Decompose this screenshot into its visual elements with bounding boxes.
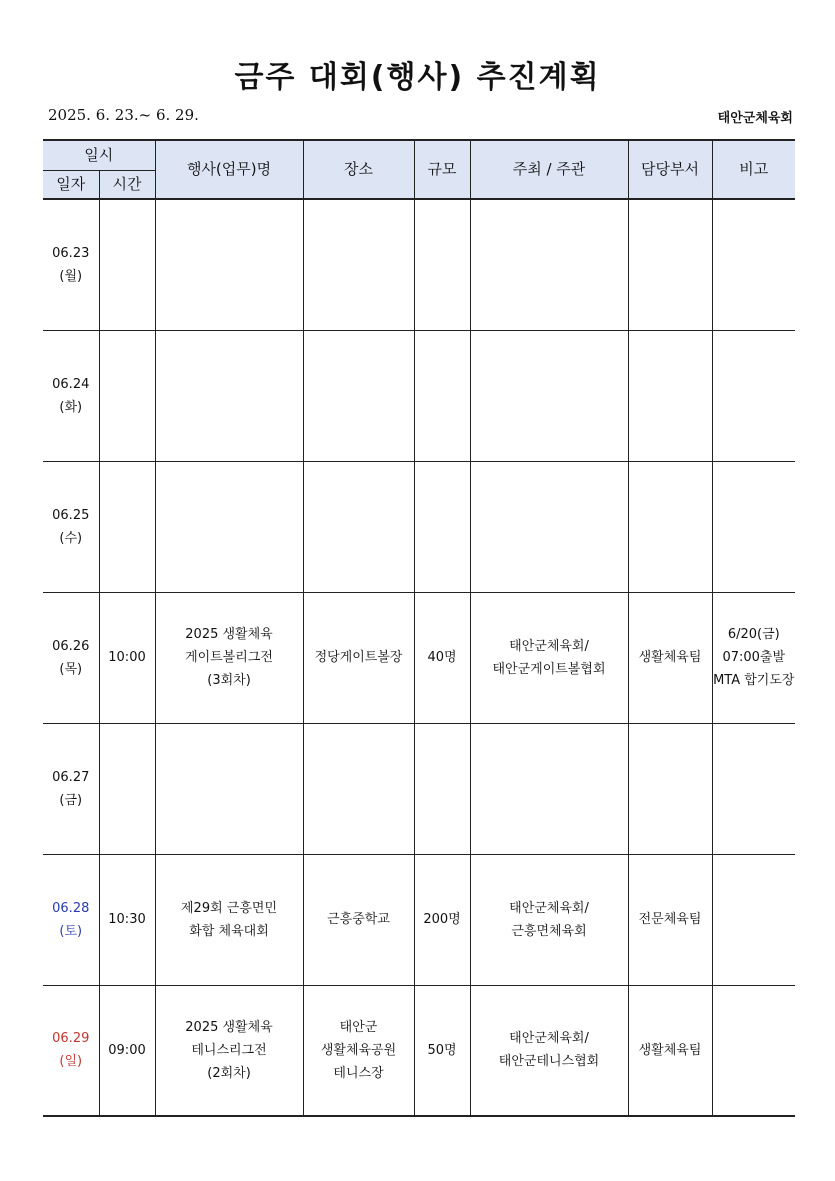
table-row xyxy=(43,461,795,592)
dept-cell xyxy=(628,330,712,461)
table-row xyxy=(43,854,795,985)
cell-line: 근흥면체육회 xyxy=(511,923,587,939)
organization-name: 태안군체육회 xyxy=(717,111,793,126)
time-cell xyxy=(99,461,155,592)
time-cell xyxy=(99,330,155,461)
cell-line: 태안군게이트볼협회 xyxy=(492,661,606,677)
event-cell xyxy=(155,723,303,854)
cell-line: MTA 합기도장 xyxy=(713,673,795,688)
place-cell xyxy=(303,461,414,592)
event-cell xyxy=(155,199,303,330)
host-cell xyxy=(470,330,628,461)
date-cell xyxy=(43,854,99,985)
day-of-week: (일) xyxy=(59,1054,83,1070)
date-cell xyxy=(43,723,99,854)
header-time: 시간 xyxy=(99,170,155,199)
dept-cell: 생활체육팀 xyxy=(628,985,712,1116)
date-value: 06.25 xyxy=(52,507,90,523)
scale-cell xyxy=(414,723,470,854)
cell-line: (2회차) xyxy=(207,1065,251,1081)
day-of-week: (목) xyxy=(59,661,83,677)
date-cell xyxy=(43,199,99,330)
cell-line: 태안군체육회/ xyxy=(509,638,589,654)
scale-cell xyxy=(414,461,470,592)
day-of-week: (월) xyxy=(59,268,83,284)
date-cell xyxy=(43,592,99,723)
cell-line: 정당게이트볼장 xyxy=(314,650,403,665)
scale-cell: 40명 xyxy=(414,592,470,723)
header-dept: 담당부서 xyxy=(628,140,712,199)
cell-line: 테니스리그전 xyxy=(191,1042,267,1058)
table-row xyxy=(43,199,795,330)
day-of-week: (화) xyxy=(59,399,83,415)
table-row xyxy=(43,723,795,854)
date-cell xyxy=(43,985,99,1116)
cell-line: (3회차) xyxy=(207,673,251,688)
place-cell xyxy=(303,199,414,330)
date-cell xyxy=(43,461,99,592)
host-cell xyxy=(470,985,628,1116)
date-value: 06.29 xyxy=(52,1031,90,1047)
scale-cell xyxy=(414,330,470,461)
header-date: 일자 xyxy=(43,170,99,199)
cell-line: 태안군체육회/ xyxy=(509,1031,589,1047)
cell-line: 태안군체육회/ xyxy=(509,900,589,916)
header-place: 장소 xyxy=(303,140,414,199)
table-row xyxy=(43,592,795,723)
cell-line: 2025 생활체육 xyxy=(185,1019,273,1035)
cell-line: 근흥중학교 xyxy=(327,912,390,927)
host-cell xyxy=(470,723,628,854)
header-host: 주최 / 주관 xyxy=(470,140,628,199)
event-cell xyxy=(155,985,303,1116)
dept-cell: 전문체육팀 xyxy=(628,854,712,985)
date-value: 06.23 xyxy=(52,245,90,261)
event-cell xyxy=(155,592,303,723)
cell-line: 07:00출발 xyxy=(722,650,786,665)
cell-line: 테니스장 xyxy=(333,1065,384,1081)
dept-cell xyxy=(628,723,712,854)
cell-line: 2025 생활체육 xyxy=(185,627,273,642)
time-cell xyxy=(99,723,155,854)
note-cell xyxy=(712,723,795,854)
dept-cell: 생활체육팀 xyxy=(628,592,712,723)
event-cell xyxy=(155,461,303,592)
host-cell xyxy=(470,461,628,592)
table-row xyxy=(43,330,795,461)
cell-line: 화합 체육대회 xyxy=(189,923,269,939)
date-value: 06.24 xyxy=(52,376,90,392)
cell-line: 생활체육공원 xyxy=(320,1042,397,1058)
header-note: 비고 xyxy=(712,140,795,199)
header-event: 행사(업무)명 xyxy=(155,140,303,199)
cell-line: 태안군테니스협회 xyxy=(498,1054,600,1070)
cell-line: 6/20(금) xyxy=(727,627,780,642)
host-cell xyxy=(470,592,628,723)
table-row xyxy=(43,985,795,1116)
dept-cell xyxy=(628,461,712,592)
dept-cell xyxy=(628,199,712,330)
place-cell xyxy=(303,330,414,461)
page-title: 금주 대회(행사) 추진계획 xyxy=(234,60,601,95)
event-cell xyxy=(155,854,303,985)
scale-cell: 200명 xyxy=(414,854,470,985)
header-row-1 xyxy=(43,140,795,170)
event-cell xyxy=(155,330,303,461)
note-cell xyxy=(712,461,795,592)
day-of-week: (토) xyxy=(59,923,83,939)
date-value: 06.28 xyxy=(52,900,90,916)
note-cell xyxy=(712,985,795,1116)
date-value: 06.26 xyxy=(52,638,90,654)
day-of-week: (금) xyxy=(59,792,83,808)
week-period: 2025. 6. 23.~ 6. 29. xyxy=(48,106,199,124)
schedule-table xyxy=(43,139,795,1117)
host-cell xyxy=(470,199,628,330)
time-cell: 10:30 xyxy=(99,854,155,985)
note-cell xyxy=(712,592,795,723)
time-cell xyxy=(99,199,155,330)
cell-line: 제29회 근흥면민 xyxy=(181,900,278,916)
cell-line: 게이트볼리그전 xyxy=(185,650,273,665)
header-scale: 규모 xyxy=(414,140,470,199)
place-cell xyxy=(303,723,414,854)
day-of-week: (수) xyxy=(59,530,83,546)
place-cell xyxy=(303,592,414,723)
header-datetime: 일시 xyxy=(43,140,155,170)
note-cell xyxy=(712,854,795,985)
place-cell xyxy=(303,985,414,1116)
note-cell xyxy=(712,330,795,461)
note-cell xyxy=(712,199,795,330)
place-cell xyxy=(303,854,414,985)
time-cell: 10:00 xyxy=(99,592,155,723)
scale-cell: 50명 xyxy=(414,985,470,1116)
host-cell xyxy=(470,854,628,985)
cell-line: 태안군 xyxy=(339,1019,378,1035)
date-value: 06.27 xyxy=(52,769,90,785)
date-cell xyxy=(43,330,99,461)
scale-cell xyxy=(414,199,470,330)
time-cell: 09:00 xyxy=(99,985,155,1116)
